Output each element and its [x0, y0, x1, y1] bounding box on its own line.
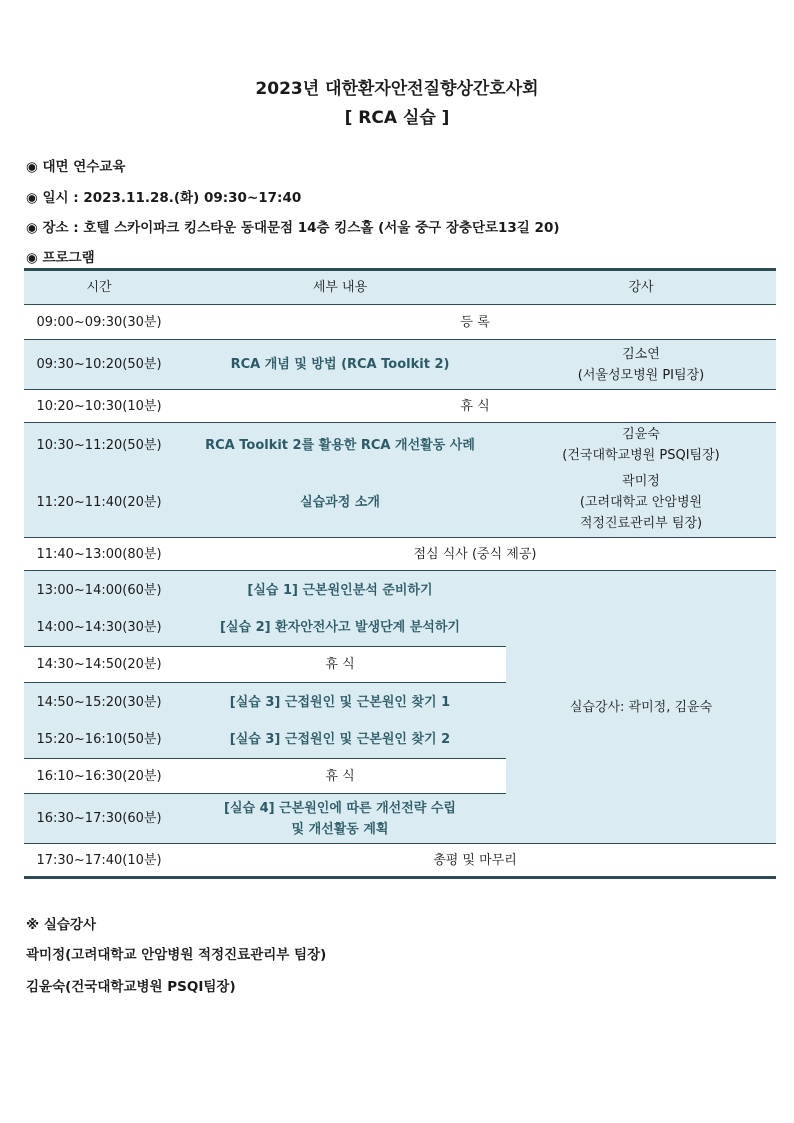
- row-content: 휴 식: [174, 647, 506, 683]
- instructor-name: 곽미정: [622, 473, 660, 489]
- row-time: 17:30~17:40(10분): [24, 844, 174, 878]
- row-time: 09:30~10:20(50분): [24, 340, 174, 390]
- header-time: 시간: [24, 270, 174, 305]
- instructor-affiliation: (고려대학교 안암병원: [579, 494, 703, 510]
- lab-instructor: 실습강사: 곽미정, 김윤숙: [569, 699, 713, 715]
- table-row: [24, 305, 776, 340]
- document-subtitle: [ RCA 실습 ]: [344, 108, 450, 128]
- table-row: [24, 390, 776, 423]
- row-content: RCA Toolkit 2를 활용한 RCA 개선활동 사례: [174, 423, 506, 468]
- info-program-heading: ◉ 프로그램: [26, 250, 95, 266]
- notes-item: 곽미정(고려대학교 안암병원 적정진료관리부 팀장): [26, 947, 327, 963]
- row-content: RCA 개념 및 방법 (RCA Toolkit 2): [174, 340, 506, 390]
- row-time: 14:50~15:20(30분): [24, 683, 174, 722]
- row-content: 휴 식: [174, 390, 776, 423]
- document-title: 2023년 대한환자안전질향상간호사회: [255, 79, 539, 99]
- header-content: 세부 내용: [174, 270, 506, 305]
- row-time: 09:00~09:30(30분): [24, 305, 174, 340]
- row-time: 10:30~11:20(50분): [24, 423, 174, 468]
- lab-instructor-cell: [506, 571, 776, 844]
- row-time: 15:20~16:10(50분): [24, 722, 174, 759]
- row-content: 등 록: [174, 305, 776, 340]
- instructor-name: 김소연: [622, 346, 660, 362]
- info-location: ◉ 장소 : 호텔 스카이파크 킹스타운 동대문점 14층 킹스홀 (서울 중구 장충단로13길 20): [26, 220, 560, 236]
- info-format: ◉ 대면 연수교육: [26, 159, 126, 175]
- row-content: [실습 1] 근본원인분석 준비하기: [174, 571, 506, 610]
- row-content: [실습 3] 근접원인 및 근본원인 찾기 2: [174, 722, 506, 759]
- row-instructor: [506, 468, 776, 538]
- row-time: 11:40~13:00(80분): [24, 538, 174, 571]
- instructor-affiliation: (건국대학교병원 PSQI팀장): [562, 448, 720, 464]
- row-time: 13:00~14:00(60분): [24, 571, 174, 610]
- row-instructor: [506, 340, 776, 390]
- program-table: [24, 268, 776, 879]
- instructor-department: 적정진료관리부 팀장): [579, 515, 703, 531]
- table-row: [24, 423, 776, 468]
- row-content: [실습 3] 근접원인 및 근본원인 찾기 1: [174, 683, 506, 722]
- row-content-line: 및 개선활동 계획: [291, 821, 389, 837]
- row-content: [174, 794, 506, 844]
- row-content: [실습 2] 환자안전사고 발생단계 분석하기: [174, 610, 506, 647]
- table-row: [24, 844, 776, 878]
- header-instructor: 강사: [506, 270, 776, 305]
- table-row: [24, 571, 776, 610]
- table-row: [24, 538, 776, 571]
- row-time: 14:00~14:30(30분): [24, 610, 174, 647]
- table-header-row: [24, 270, 776, 305]
- row-time: 11:20~11:40(20분): [24, 468, 174, 538]
- row-time: 16:30~17:30(60분): [24, 794, 174, 844]
- row-instructor: [506, 423, 776, 468]
- row-time: 10:20~10:30(10분): [24, 390, 174, 423]
- info-datetime: ◉ 일시 : 2023.11.28.(화) 09:30~17:40: [26, 190, 302, 206]
- instructor-affiliation: (서울성모병원 PI팀장): [577, 367, 705, 383]
- row-time: 16:10~16:30(20분): [24, 759, 174, 794]
- row-content: 실습과정 소개: [174, 468, 506, 538]
- row-time: 14:30~14:50(20분): [24, 647, 174, 683]
- instructor-name: 김윤숙: [622, 427, 660, 443]
- row-content: 총평 및 마무리: [174, 844, 776, 878]
- row-content-line: [실습 4] 근본원인에 따른 개선전략 수립: [224, 800, 456, 816]
- row-content: 휴 식: [174, 759, 506, 794]
- table-row: [24, 468, 776, 538]
- table-row: [24, 340, 776, 390]
- row-content: 점심 식사 (중식 제공): [174, 538, 776, 571]
- notes-heading: ※ 실습강사: [26, 917, 96, 933]
- notes-item: 김윤숙(건국대학교병원 PSQI팀장): [26, 979, 236, 995]
